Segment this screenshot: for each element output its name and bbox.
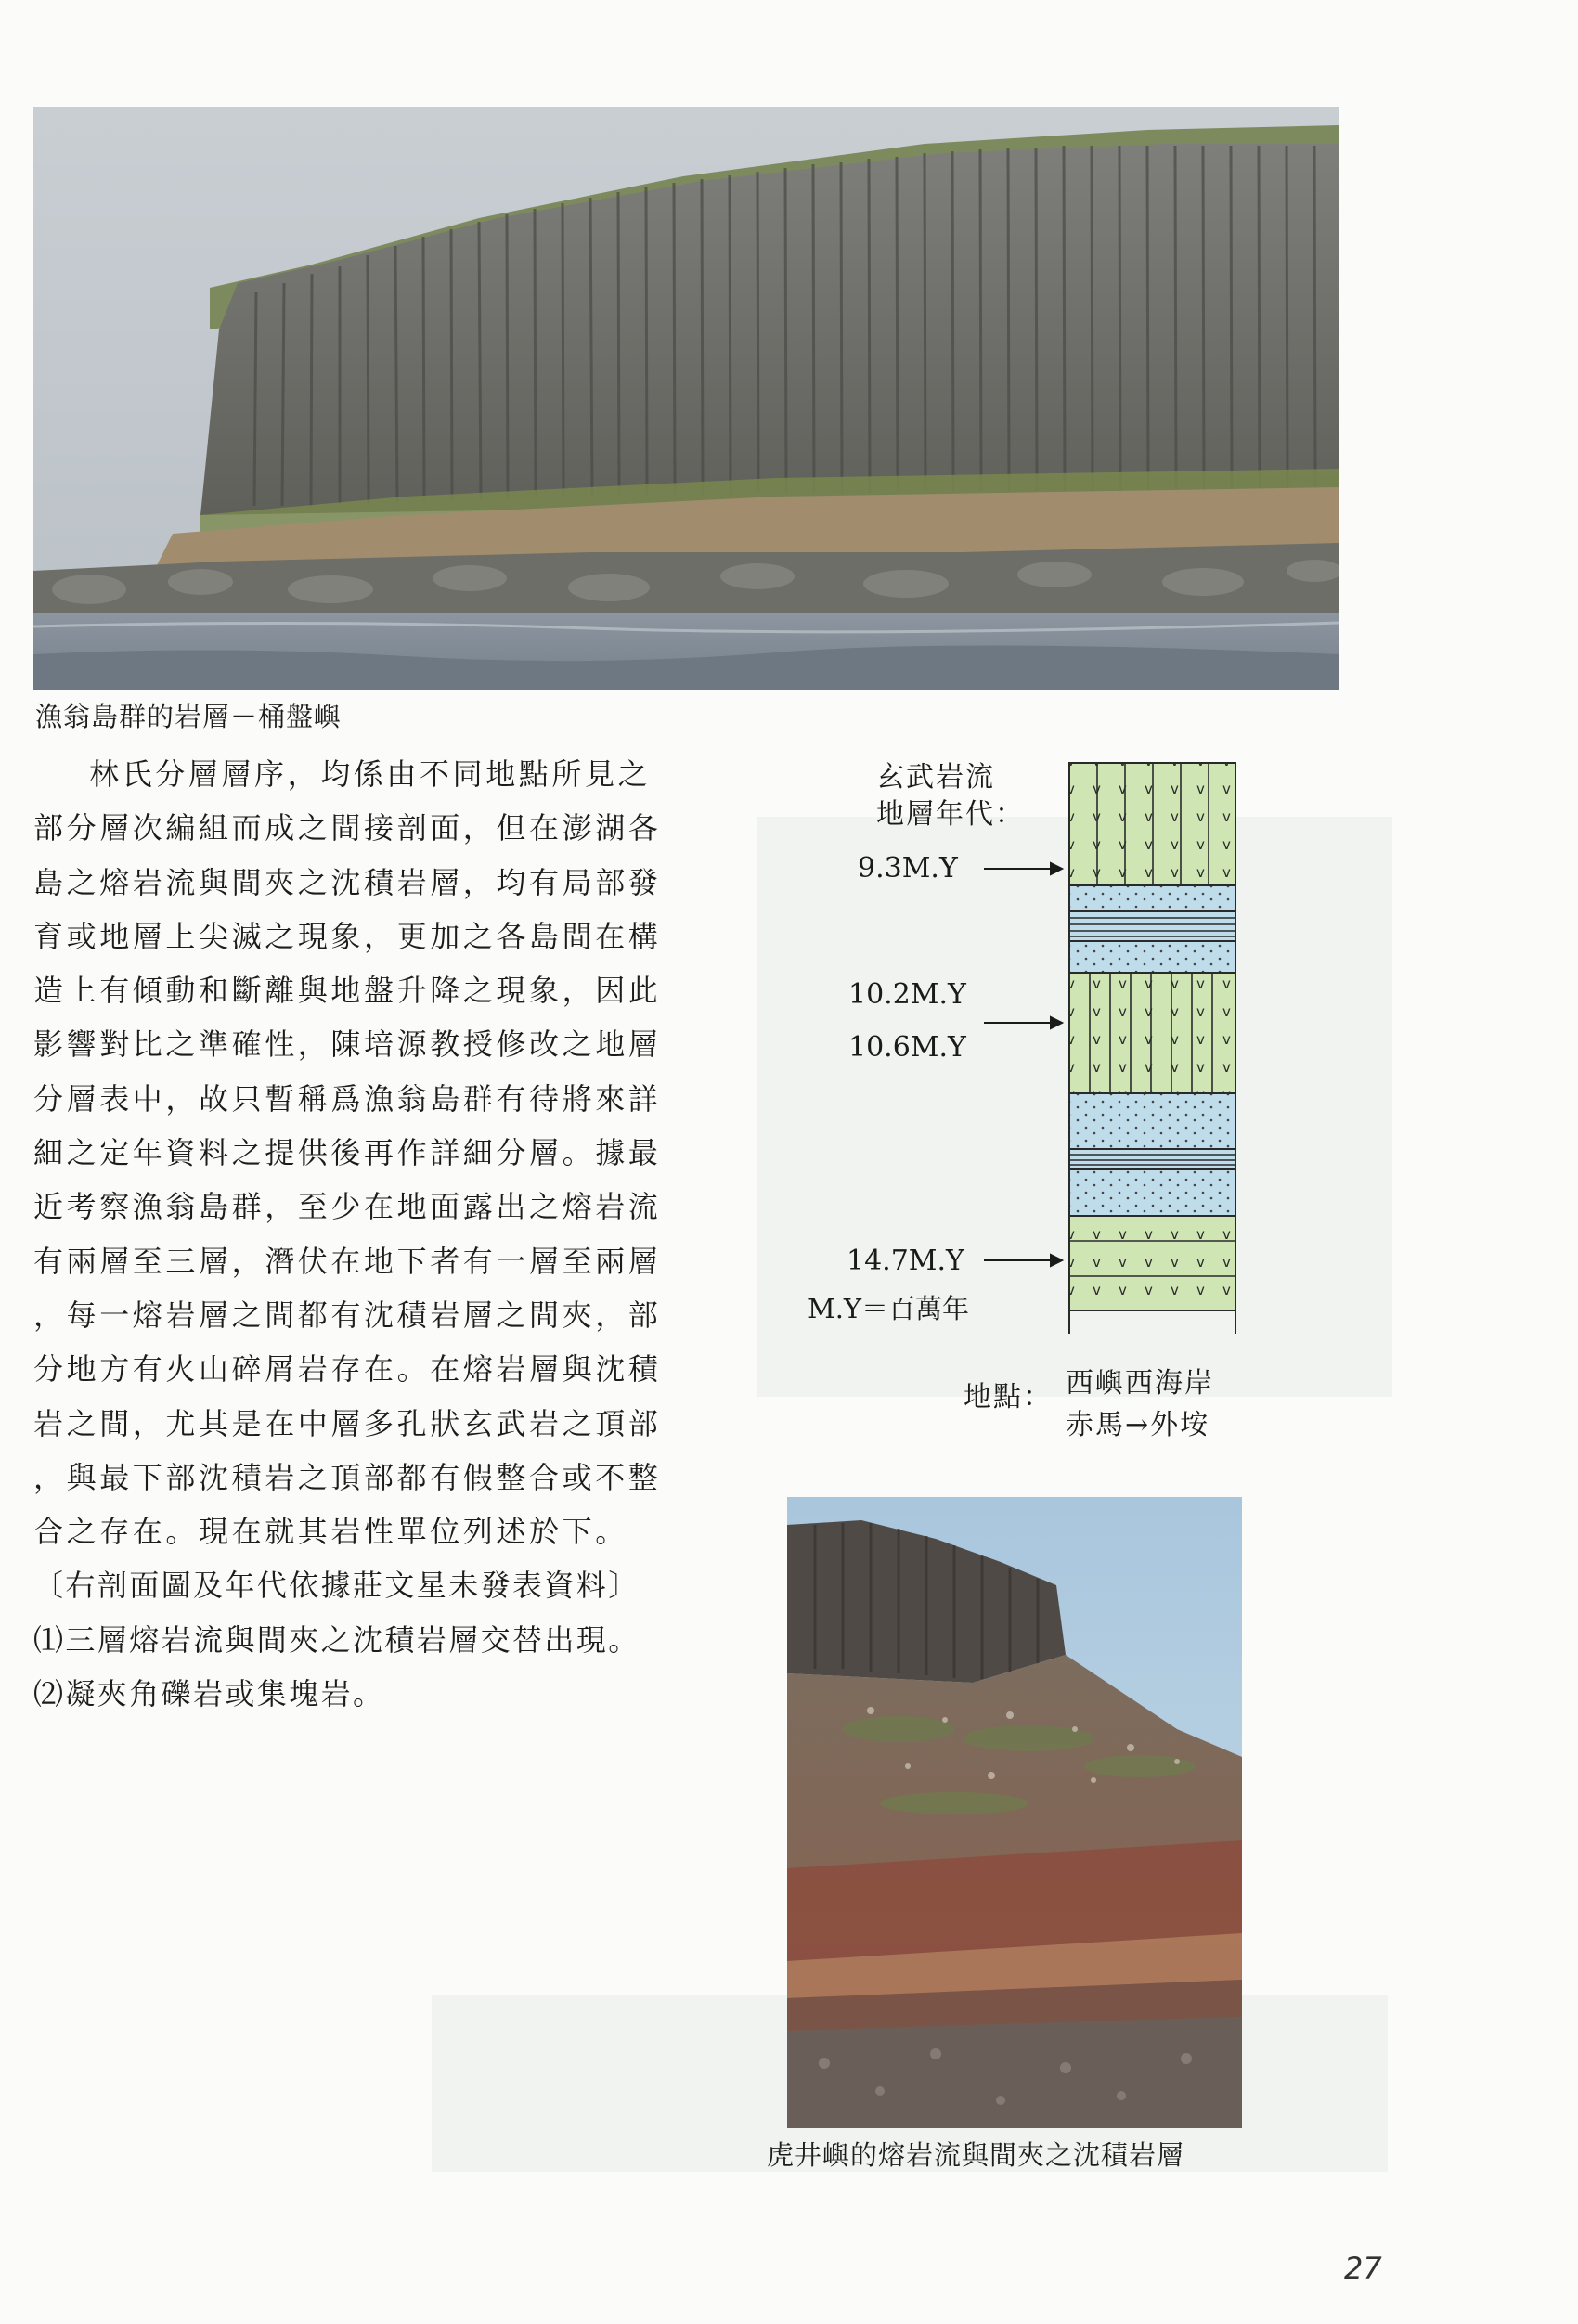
age-label: 14.7M.Y xyxy=(847,1245,964,1277)
paragraph-line: 分地方有火山碎屑岩存在。在熔岩層與沈積 xyxy=(33,1351,662,1388)
stratigraphic-column-diagram xyxy=(798,747,1300,1471)
paragraph-line: 合之存在。現在就其岩性單位列述於下。 xyxy=(33,1514,628,1550)
diagram-title-line1: 玄武岩流 xyxy=(876,761,995,794)
paragraph-line: ，每一熔岩層之間都有沈積岩層之間夾，部 xyxy=(33,1297,662,1333)
paragraph-line: 近考察漁翁島群，至少在地面露出之熔岩流 xyxy=(33,1189,662,1225)
paragraph-line: 有兩層至三層，潛伏在地下者有一層至兩層 xyxy=(33,1243,662,1279)
column-layers xyxy=(1069,763,1235,1334)
caption-top-photo: 漁翁島群的岩層－桶盤嶼 xyxy=(35,701,343,732)
paragraph-line: 造上有傾動和斷離與地盤升降之現象，因此 xyxy=(33,973,662,1009)
location-line1: 西嶼西海岸 xyxy=(1066,1367,1214,1400)
age-label: 10.2M.Y xyxy=(848,978,966,1011)
paragraph-line: 島之熔岩流與間夾之沈積岩層，均有局部發 xyxy=(33,864,662,900)
age-label: 10.6M.Y xyxy=(848,1031,966,1064)
unit-note: M.Y＝百萬年 xyxy=(808,1293,970,1324)
caption-bottom-photo: 虎井嶼的熔岩流與間夾之沈積岩層 xyxy=(767,2139,1185,2171)
page-number: 27 xyxy=(1344,2251,1382,2286)
location-label: 地點： xyxy=(964,1381,1053,1414)
age-label: 9.3M.Y xyxy=(858,852,958,884)
paragraph-line: 影響對比之準確性，陳培源教授修改之地層 xyxy=(33,1026,662,1063)
paragraph-line: ，與最下部沈積岩之頂部都有假整合或不整 xyxy=(33,1459,662,1495)
diagram-title-line2: 地層年代： xyxy=(876,798,1025,831)
note-line: 〔右剖面圖及年代依據莊文星未發表資料〕 xyxy=(33,1568,640,1604)
paragraph-line: 林氏分層層序，均係由不同地點所見之 xyxy=(89,756,652,792)
photo-hujing-cliff-layers xyxy=(787,1497,1242,2128)
location-line2: 赤馬→外垵 xyxy=(1066,1409,1210,1441)
note-line: ⑴三層熔岩流與間夾之沈積岩層交替出現。 xyxy=(33,1621,640,1658)
paragraph-line: 育或地層上尖滅之現象，更加之各島間在構 xyxy=(33,918,662,954)
body-text xyxy=(33,747,660,1721)
paragraph-line: 分層表中，故只暫稱爲漁翁島群有待將來詳 xyxy=(33,1080,662,1117)
paragraph-line: 細之定年資料之提供後再作詳細分層。據最 xyxy=(33,1135,662,1171)
note-line: ⑵凝夾角礫岩或集塊岩。 xyxy=(33,1676,385,1712)
paragraph-line: 部分層次編組而成之間接剖面，但在澎湖各 xyxy=(33,810,662,846)
photo-tongpan-basalt-columns xyxy=(33,107,1339,690)
age-arrows xyxy=(984,863,1062,1266)
paragraph-line: 岩之間，尤其是在中層多孔狀玄武岩之頂部 xyxy=(33,1405,662,1441)
